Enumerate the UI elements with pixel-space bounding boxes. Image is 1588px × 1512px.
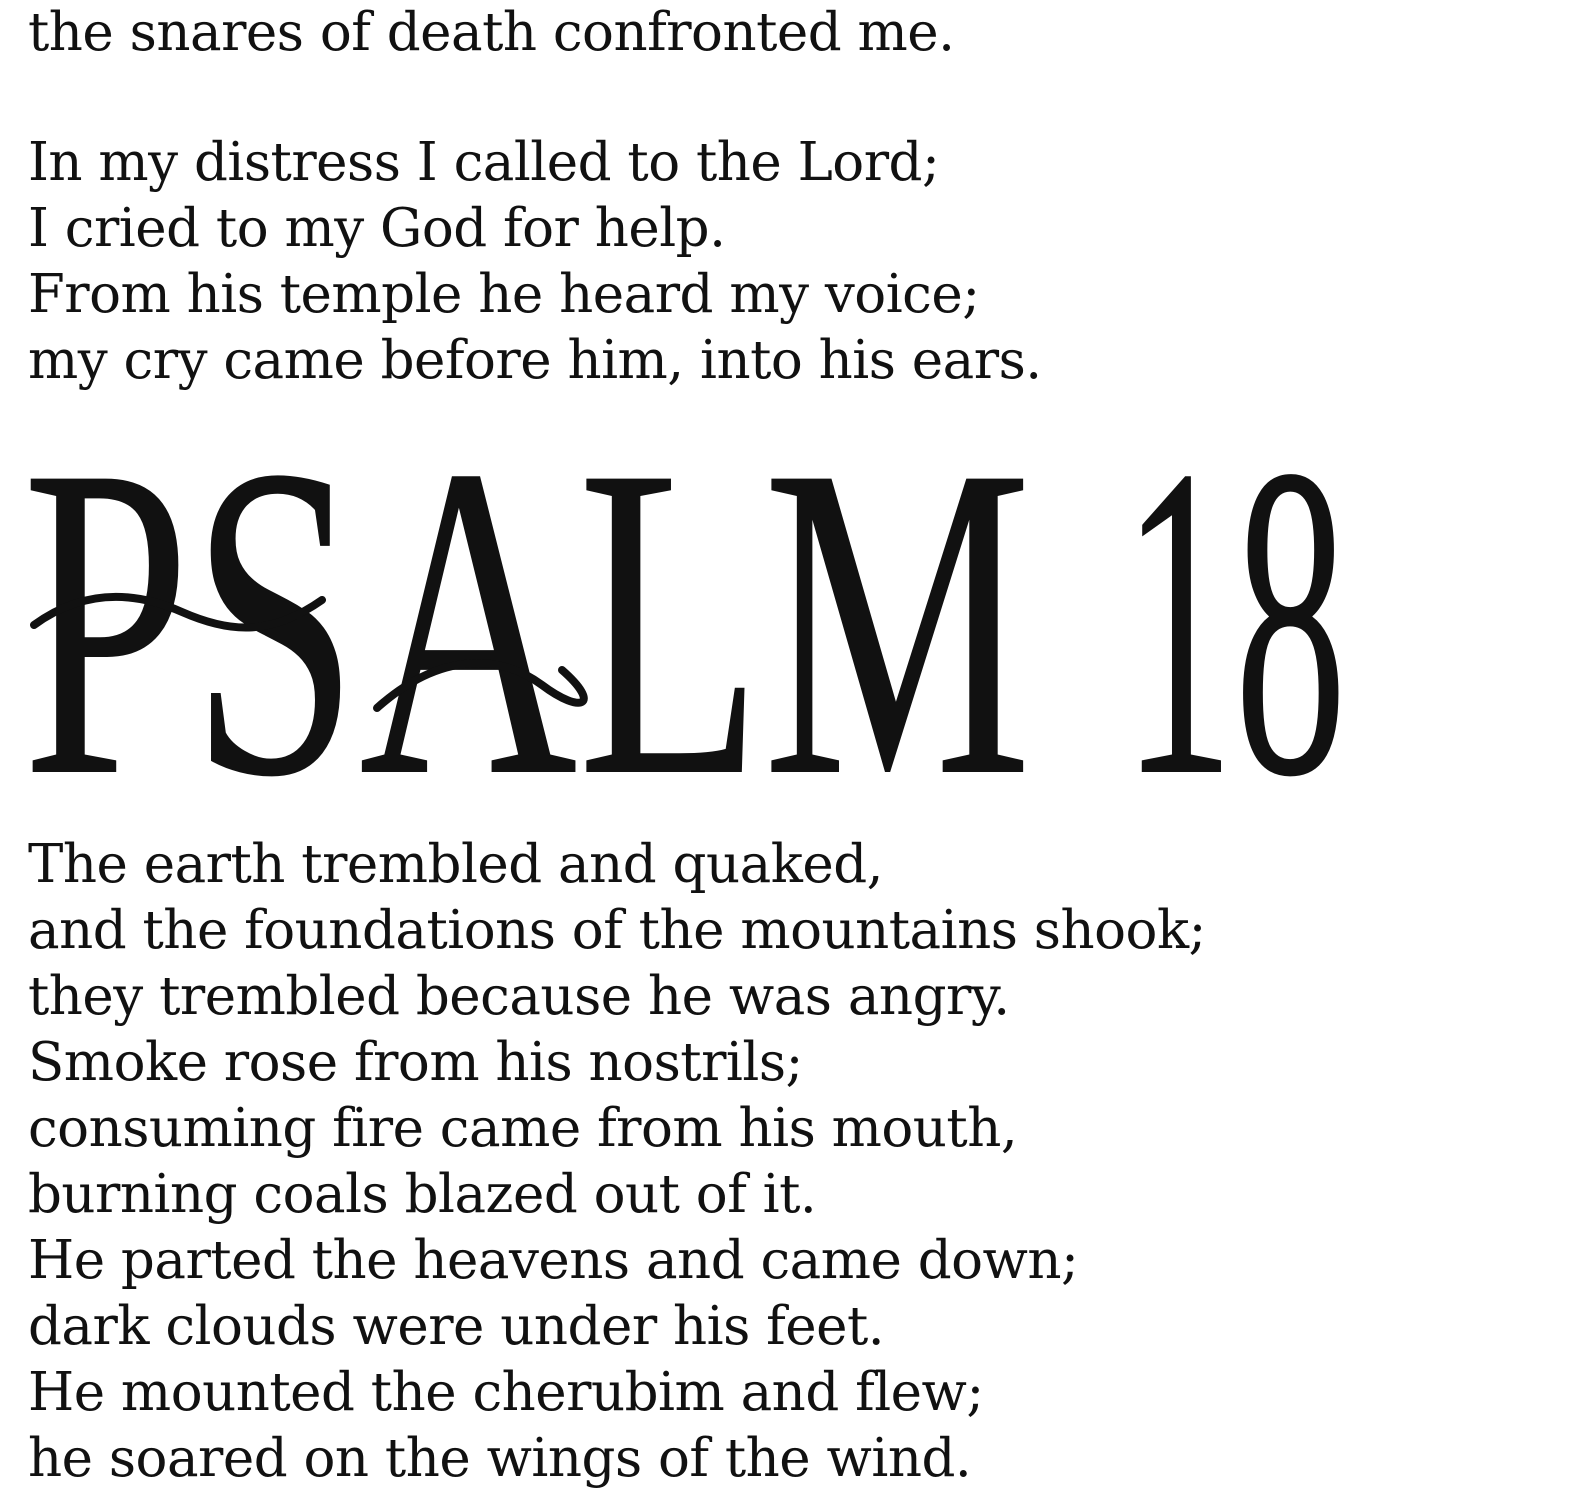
- stanza-2: [28, 130, 1042, 394]
- psalm-title-number: 18: [1122, 440, 1347, 790]
- verse-line: He mounted the cherubim and flew;: [28, 1362, 984, 1423]
- verse-line: From his temple he heard my voice;: [28, 264, 980, 325]
- verse-line: consuming fire came from his mouth,: [28, 1098, 1018, 1159]
- verse-line: He parted the heavens and came down;: [28, 1230, 1079, 1291]
- verse-line: In my distress I called to the Lord;: [28, 132, 940, 193]
- psalm-title-word: PSALM: [22, 440, 1032, 790]
- verse-line: The earth trembled and quaked,: [28, 834, 883, 895]
- verse-line: I cried to my God for help.: [28, 198, 726, 259]
- stanza-3: [28, 832, 1206, 1492]
- psalm-title-graphic: [22, 440, 1352, 790]
- verse-line: my cry came before him, into his ears.: [28, 330, 1042, 391]
- verse-line: and the foundations of the mountains shook;: [28, 900, 1206, 961]
- verse-line: the snares of death confronted me.: [28, 2, 955, 63]
- verse-line: he soared on the wings of the wind.: [28, 1428, 972, 1489]
- stanza-1: [28, 0, 955, 66]
- verse-line: dark clouds were under his feet.: [28, 1296, 885, 1357]
- verse-line: they trembled because he was angry.: [28, 966, 1010, 1027]
- psalm-title: [22, 440, 1352, 790]
- verse-line: Smoke rose from his nostrils;: [28, 1032, 803, 1093]
- verse-line: burning coals blazed out of it.: [28, 1164, 817, 1225]
